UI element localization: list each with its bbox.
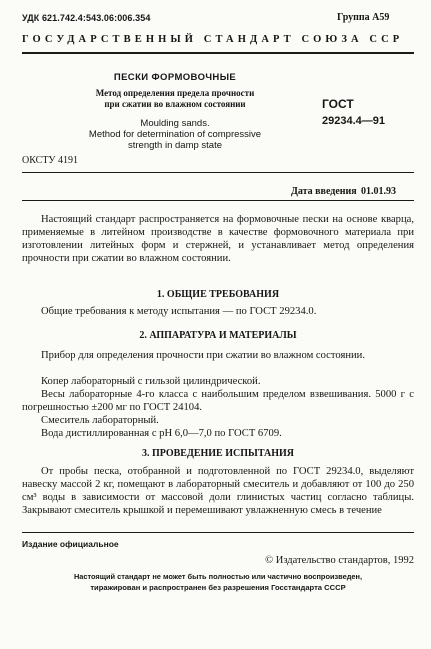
section-3-paragraph: От пробы песка, отобранной и подготовленной по ГОСТ 29234.0, выделяют навеску массой 2 кг, помещают в лабораторный смеситель и добавляют от 100 до 250 см³ воды в зависимости от массовой доли глинистых частиц согласно таблицы. Закрывают смеситель крышкой и перемешивают увлажненную смесь в течение xyxy=(22,466,414,516)
gost-label: ГОСТ xyxy=(322,97,354,111)
footer-rule xyxy=(22,532,414,533)
english-title-line-3: strength in damp state xyxy=(128,140,222,151)
section-1-text: Общие требования к методу испытания — по ГОСТ 29234.0. xyxy=(41,306,317,317)
section-1-title: 1. ОБЩИЕ ТРЕБОВАНИЯ xyxy=(156,289,280,300)
section-2-paragraph-5: Вода дистиллированная с рН 6,0—7,0 по ГОСТ 6709. xyxy=(41,428,282,439)
section-2-title: 2. АППАРАТУРА И МАТЕРИАЛЫ xyxy=(139,330,297,341)
english-title-line-2: Method for determination of compressive xyxy=(88,129,262,140)
reproduction-notice-line-1: Настоящий стандарт не может быть полностью или частично воспроизведен, xyxy=(73,572,363,581)
intro-paragraph: Настоящий стандарт распространяется на формовочные пески на основе кварца, применяемые в литейном производстве в качестве формовочного материала при изготовлении литейных форм и стержней, и устанавливает метод определения прочности при сжатии во влажном состоянии. xyxy=(22,214,414,264)
intro-date-underline xyxy=(22,200,414,201)
document-title: ПЕСКИ ФОРМОВОЧНЫЕ xyxy=(113,72,237,83)
copyright-line: © Издательство стандартов, 1992 xyxy=(265,555,414,566)
document-subtitle-line-1: Метод определения предела прочности xyxy=(95,88,255,98)
document-subtitle-line-2: при сжатии во влажном состоянии xyxy=(104,99,246,109)
state-standard-banner: ГОСУДАРСТВЕННЫЙ СТАНДАРТ СОЮЗА ССР xyxy=(22,34,404,45)
section-2-paragraph-4: Смеситель лабораторный. xyxy=(41,415,159,426)
english-title-line-1: Moulding sands. xyxy=(140,118,210,129)
section-3-title: 3. ПРОВЕДЕНИЕ ИСПЫТАНИЯ xyxy=(142,448,294,459)
reproduction-notice-line-2: тиражирован и распространен без разрешения Госстандарта СССР xyxy=(90,583,346,592)
section-2-paragraph-3: Весы лабораторные 4-го класса с наибольшим пределом взвешивания. 5000 г с погрешностью ±200 мг по ГОСТ 24104. xyxy=(22,389,414,413)
section-2-paragraph-2: Копер лабораторный с гильзой цилиндрической. xyxy=(41,376,261,387)
udk-code: УДК 621.742.4:543.06:006.354 xyxy=(22,13,151,23)
section-2-paragraph-1: Прибор для определения прочности при сжатии во влажном состоянии. xyxy=(41,350,365,361)
official-edition-label: Издание официальное xyxy=(22,539,119,549)
intro-date-value: 01.01.93 xyxy=(361,186,396,197)
header-rule xyxy=(22,52,414,54)
title-block-rule xyxy=(22,172,414,173)
group-code: Группа А59 xyxy=(337,12,390,23)
gost-number: 29234.4—91 xyxy=(322,115,385,127)
intro-date-label: Дата введения xyxy=(291,186,357,197)
okstu-code: ОКСТУ 4191 xyxy=(22,155,79,166)
